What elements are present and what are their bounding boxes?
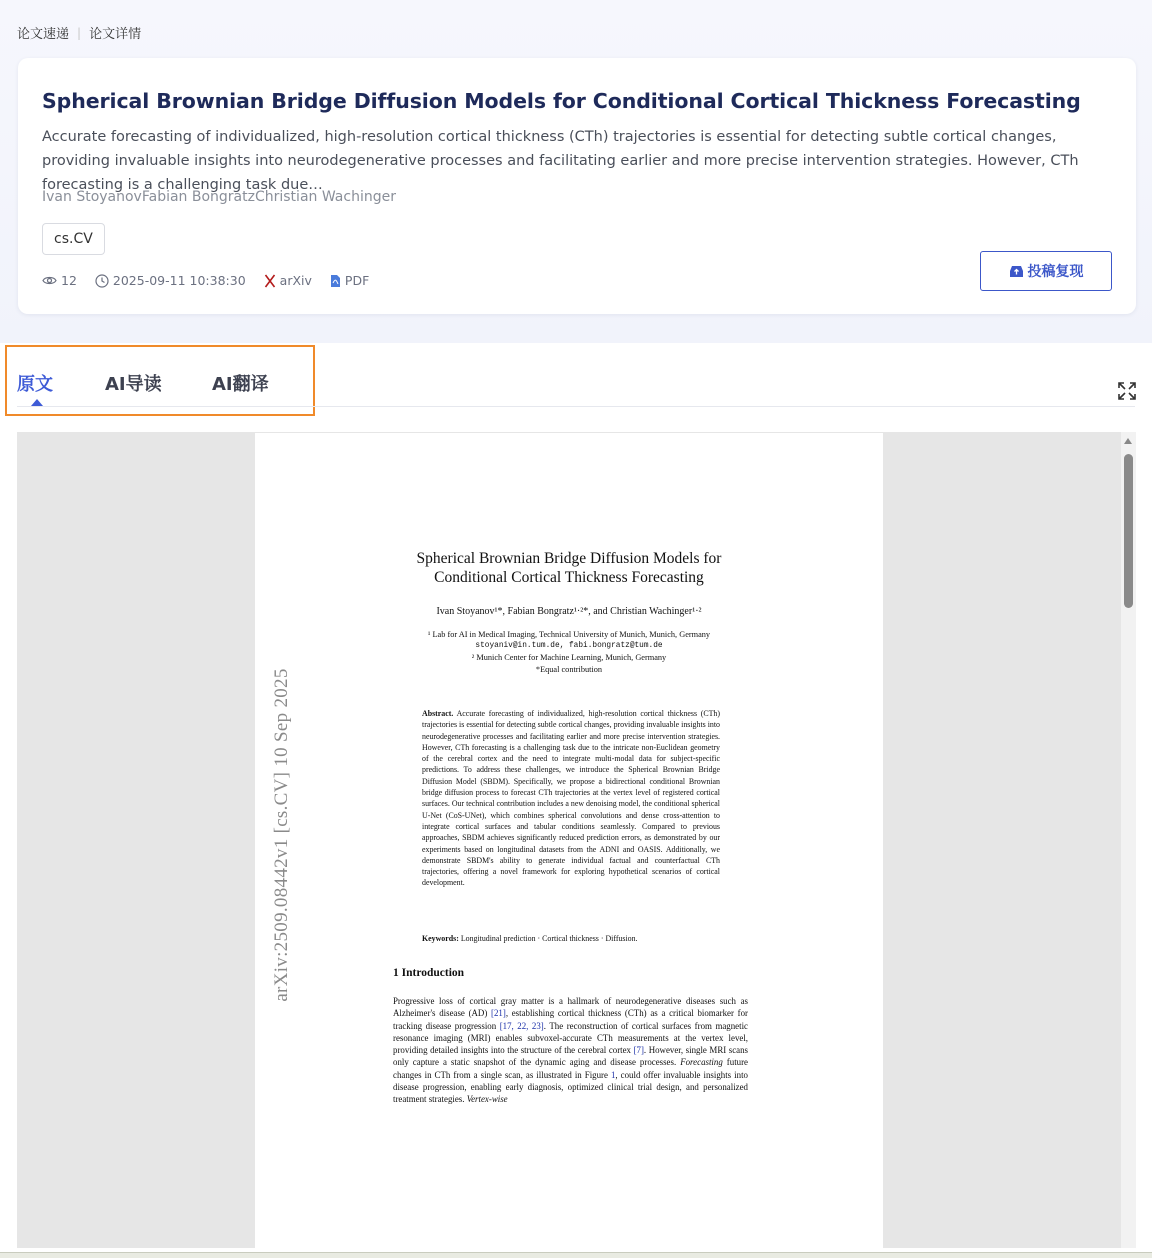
pdf-intro-emphasis: Vertex-wise — [466, 1094, 508, 1105]
views-value: 12 — [61, 273, 77, 288]
pdf-viewer[interactable] — [17, 432, 1135, 1248]
pdf-intro-text: , establishing cortical thickness (CTh) as a critical biomarker for tracking disease progression — [393, 1008, 748, 1031]
pdf-equal-contribution: *Equal contribution — [535, 664, 603, 674]
citation-link[interactable]: [7] — [633, 1045, 644, 1056]
scroll-thumb[interactable] — [1124, 454, 1133, 608]
category-tag[interactable]: cs.CV — [42, 223, 105, 255]
vertical-scrollbar[interactable] — [1121, 432, 1136, 1248]
pdf-abstract-text: Accurate forecasting of individualized, high-resolution cortical thickness (CTh) trajectories is essential for detecting subtle cortical changes, providing invaluable insights into neurodegenerative processes and facilitating earlier and more precise intervention strategies. However, CTh forecasting is a challenging task due to the intricate non-Euclidean geometry of the cerebral cortex and the need to integrate multi-modal data for subject-specific predictions. To address these challenges, we introduce the Spherical Brownian Bridge Diffusion Model (SBDM). Specifically, we propose a bidirectional conditional Brownian bridge diffusion process to forecast CTh trajectories at the vertex level of registered cortical surfaces. Our technical contribution includes a new denoising model, the conditional spherical U-Net (CoS-UNet), which combines spherical convolutions and dense cross-attention to integrate cortical surfaces and tabular conditions seamlessly. Compared to previous approaches, SBDM achieves significantly reduced prediction errors, as demonstrated by our experiments based on longitudinal datasets from the ADNI and OASIS. Additionally, we demonstrate SBDM's ability to generate individual factual and counterfactual CTh trajectories, offering a novel framework for exploring hypothetical scenarios of cortical development. — [422, 709, 720, 888]
tab-divider — [17, 406, 1135, 407]
arxiv-label: arXiv — [279, 273, 312, 288]
submit-reproduction-button[interactable] — [980, 251, 1112, 291]
pdf-intro-text: . The reconstruction of cortical surfaces from magnetic resonance imaging (MRI) enables subvoxel-accurate CTh measurements at the vertex level, providing detailed insights into the structure of the cerebral cortex — [393, 1020, 748, 1056]
breadcrumb — [17, 23, 141, 42]
pdf-keywords-text: Longitudinal prediction · Cortical thickness · Diffusion. — [460, 934, 638, 943]
submit-reproduction-label: 投稿复现 — [1027, 263, 1084, 279]
pdf-link[interactable] — [330, 273, 369, 288]
pdf-intro-text: Progressive loss of cortical gray matter is a hallmark of neurodegenerative diseases such as Alzheimer's disease (AD) — [393, 996, 748, 1019]
pdf-abstract-label: Abstract. — [422, 709, 454, 718]
breadcrumb-item-paper-feed[interactable]: 论文速递 — [17, 27, 70, 42]
publish-time-value: 2025-09-11 10:38:30 — [112, 273, 246, 288]
pdf-keywords-label: Keywords: — [422, 934, 459, 943]
tab-original[interactable]: 原文 — [17, 374, 53, 395]
tab-ai-translate[interactable]: AI翻译 — [212, 374, 269, 395]
upload-icon — [1009, 265, 1024, 278]
scroll-up-arrow-icon[interactable] — [1124, 438, 1132, 444]
pdf-affiliation-1: ¹ Lab for AI in Medical Imaging, Technical University of Munich, Munich, Germany — [427, 630, 711, 639]
figure-link[interactable]: 1 — [610, 1069, 616, 1080]
pdf-abstract — [422, 708, 720, 889]
pdf-intro-paragraph — [393, 995, 748, 1106]
pdf-authors: Ivan Stoyanov¹*, Fabian Bongratz¹·²*, and Christian Wachinger¹·² — [436, 606, 702, 617]
tab-ai-guide[interactable]: AI导读 — [105, 374, 162, 395]
paper-title: Spherical Brownian Bridge Diffusion Models for Conditional Cortical Thickness Forecasting — [42, 89, 1081, 113]
window-bottom-edge — [0, 1252, 1152, 1258]
pdf-file-icon — [330, 274, 341, 288]
breadcrumb-item-paper-detail: 论文详情 — [89, 27, 142, 42]
pdf-section-heading: 1 Introduction — [393, 967, 465, 979]
pdf-title — [255, 549, 883, 587]
breadcrumb-separator: | — [77, 25, 82, 40]
arxiv-link[interactable] — [264, 273, 312, 288]
pdf-affiliation-2: ² Munich Center for Machine Learning, Munich, Germany — [471, 653, 667, 662]
pdf-emails: stoyaniv@in.tum.de, fabi.bongratz@tum.de — [475, 641, 663, 650]
active-tab-indicator — [31, 399, 43, 406]
paper-card — [18, 58, 1136, 314]
pdf-title-line-2: Conditional Cortical Thickness Forecasting — [434, 569, 704, 586]
views-count — [42, 273, 77, 288]
publish-time — [95, 273, 246, 288]
eye-icon — [42, 275, 57, 286]
paper-abstract: Accurate forecasting of individualized, high-resolution cortical thickness (CTh) trajectories is essential for detecting subtle cortical changes, providing invaluable insights into neurodegenerative processes and facilitating earlier and more precise intervention strategies. However, CTh forecasting is a challenging task due… — [42, 129, 1079, 193]
pdf-intro-emphasis: Forecasting — [680, 1057, 723, 1068]
citation-link[interactable]: [21] — [491, 1008, 506, 1019]
pdf-page — [255, 433, 883, 1248]
pdf-keywords — [422, 934, 720, 943]
clock-icon — [95, 274, 109, 288]
pdf-title-line-1: Spherical Brownian Bridge Diffusion Models for — [416, 550, 722, 567]
fullscreen-icon[interactable] — [1117, 381, 1137, 401]
citation-link[interactable]: [17, 22, 23] — [499, 1020, 544, 1031]
arxiv-side-stamp: arXiv:2509.08442v1 [cs.CV] 10 Sep 2025 — [271, 668, 292, 1002]
paper-authors: Ivan StoyanovFabian BongratzChristian Wachinger — [42, 189, 396, 205]
pdf-affiliations — [255, 629, 883, 675]
paper-meta — [42, 273, 369, 288]
pdf-intro-text: . However, single MRI scans only capture a static snapshot of the dynamic aging and disease processes. — [393, 1045, 748, 1068]
pdf-intro-text: future changes in CTh from a single scan, as illustrated in Figure — [393, 1057, 748, 1080]
pdf-intro-text: , could offer invaluable insights into disease progression, enabling early diagnosis, optimized clinical trial design, and personalized treatment strategies. — [393, 1069, 748, 1105]
pdf-label: PDF — [344, 273, 370, 288]
arxiv-icon — [264, 274, 276, 288]
